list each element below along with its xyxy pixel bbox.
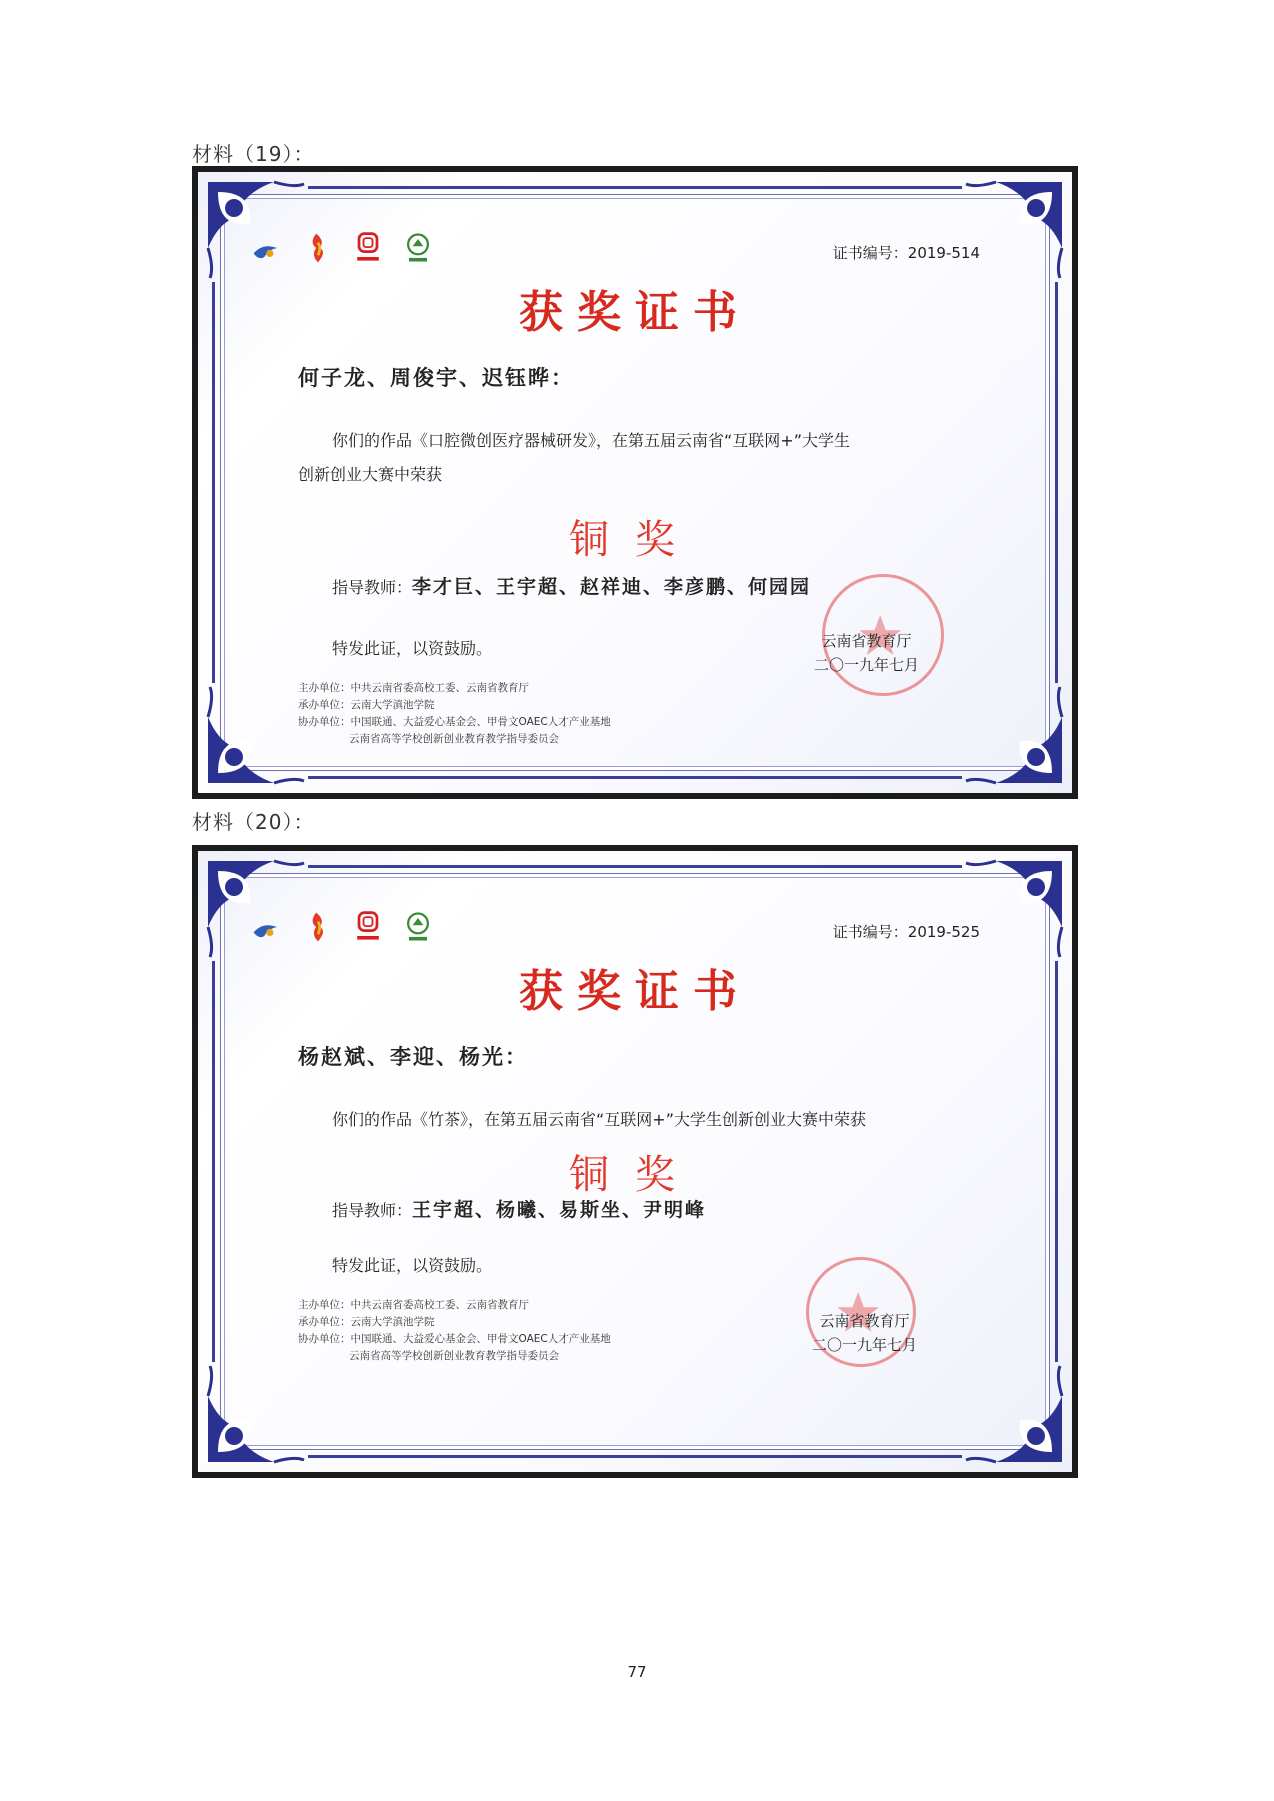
co-organizer-2: 云南省高等学校创新创业教育教学指导委员会: [349, 733, 559, 745]
certificate-number: 证书编号：2019-514: [832, 244, 980, 262]
dianchi-college-logo-icon: [400, 909, 436, 945]
co-organizer-2: 云南省高等学校创新创业教育教学指导委员会: [349, 1350, 559, 1362]
advisor-names: 王宇超、杨曦、易斯坐、尹明峰: [412, 1199, 707, 1221]
certificate-body: [298, 424, 982, 492]
co-organizer: 协办单位：中国联通、大益爱心基金会、甲骨文OAEC人才产业基地: [298, 716, 611, 728]
advisor-label: 指导教师：: [332, 1201, 413, 1220]
dianchi-college-logo-icon: [400, 230, 436, 266]
competition-logo-icon: [250, 909, 286, 945]
competition-logo-icon: [250, 230, 286, 266]
host-organizer: 主办单位：中共云南省委高校工委、云南省教育厅: [298, 1299, 529, 1311]
corner-ornament-icon: [956, 1356, 1066, 1466]
corner-ornament-icon: [956, 178, 1066, 288]
body-line-1: 你们的作品《竹茶》，在第五届云南省“互联网+”大学生创新创业大赛中荣获: [332, 1110, 866, 1129]
china-unicom-logo-icon: [350, 230, 386, 266]
recipients: 何子龙、周俊宇、迟钰晔：: [298, 365, 574, 390]
issuer-block: [814, 629, 919, 677]
closing-text: 特发此证，以资鼓励。: [332, 1256, 493, 1275]
issuer-block: [812, 1309, 917, 1357]
page-number: 77: [627, 1663, 647, 1681]
advisors: [332, 572, 811, 599]
corner-ornament-icon: [956, 677, 1066, 787]
corner-ornament-icon: [204, 1356, 314, 1466]
co-organizer: 协办单位：中国联通、大益爱心基金会、甲骨文OAEC人才产业基地: [298, 1333, 611, 1345]
certificate-19: [192, 166, 1078, 799]
certificate-number: 证书编号：2019-525: [832, 923, 980, 941]
corner-ornament-icon: [956, 857, 1066, 967]
organizers: [298, 1297, 611, 1365]
body-line-2: 创新创业大赛中荣获: [298, 465, 443, 484]
flame-logo-icon: [300, 909, 336, 945]
flame-logo-icon: [300, 230, 336, 266]
issuer-name: 云南省教育厅: [821, 632, 912, 650]
closing-text: 特发此证，以资鼓励。: [332, 639, 493, 658]
issue-date: 二〇一九年七月: [814, 656, 920, 674]
undertaker: 承办单位：云南大学滇池学院: [298, 699, 435, 711]
recipients: 杨赵斌、李迎、杨光：: [298, 1044, 528, 1069]
undertaker: 承办单位：云南大学滇池学院: [298, 1316, 435, 1328]
certificate-20: [192, 845, 1078, 1478]
sponsor-logos: [250, 909, 436, 945]
award-level: 铜奖: [569, 517, 701, 563]
material-label-20: 材料（20）：: [192, 810, 315, 834]
sponsor-logos: [250, 230, 436, 266]
body-line-1: 你们的作品《口腔微创医疗器械研发》，在第五届云南省“互联网+”大学生: [332, 431, 850, 450]
advisor-label: 指导教师：: [332, 578, 413, 597]
china-unicom-logo-icon: [350, 909, 386, 945]
award-level: 铜奖: [569, 1152, 701, 1198]
advisor-names: 李才巨、王宇超、赵祥迪、李彦鹏、何园园: [412, 576, 812, 598]
certificate-body: [298, 1103, 982, 1137]
issue-date: 二〇一九年七月: [812, 1336, 918, 1354]
organizers: [298, 680, 611, 748]
certificate-title: 获奖证书: [519, 287, 751, 338]
advisors: [332, 1195, 706, 1222]
issuer-name: 云南省教育厅: [819, 1312, 910, 1330]
certificate-title: 获奖证书: [519, 966, 751, 1017]
material-label-19: 材料（19）：: [192, 142, 315, 166]
host-organizer: 主办单位：中共云南省委高校工委、云南省教育厅: [298, 682, 529, 694]
